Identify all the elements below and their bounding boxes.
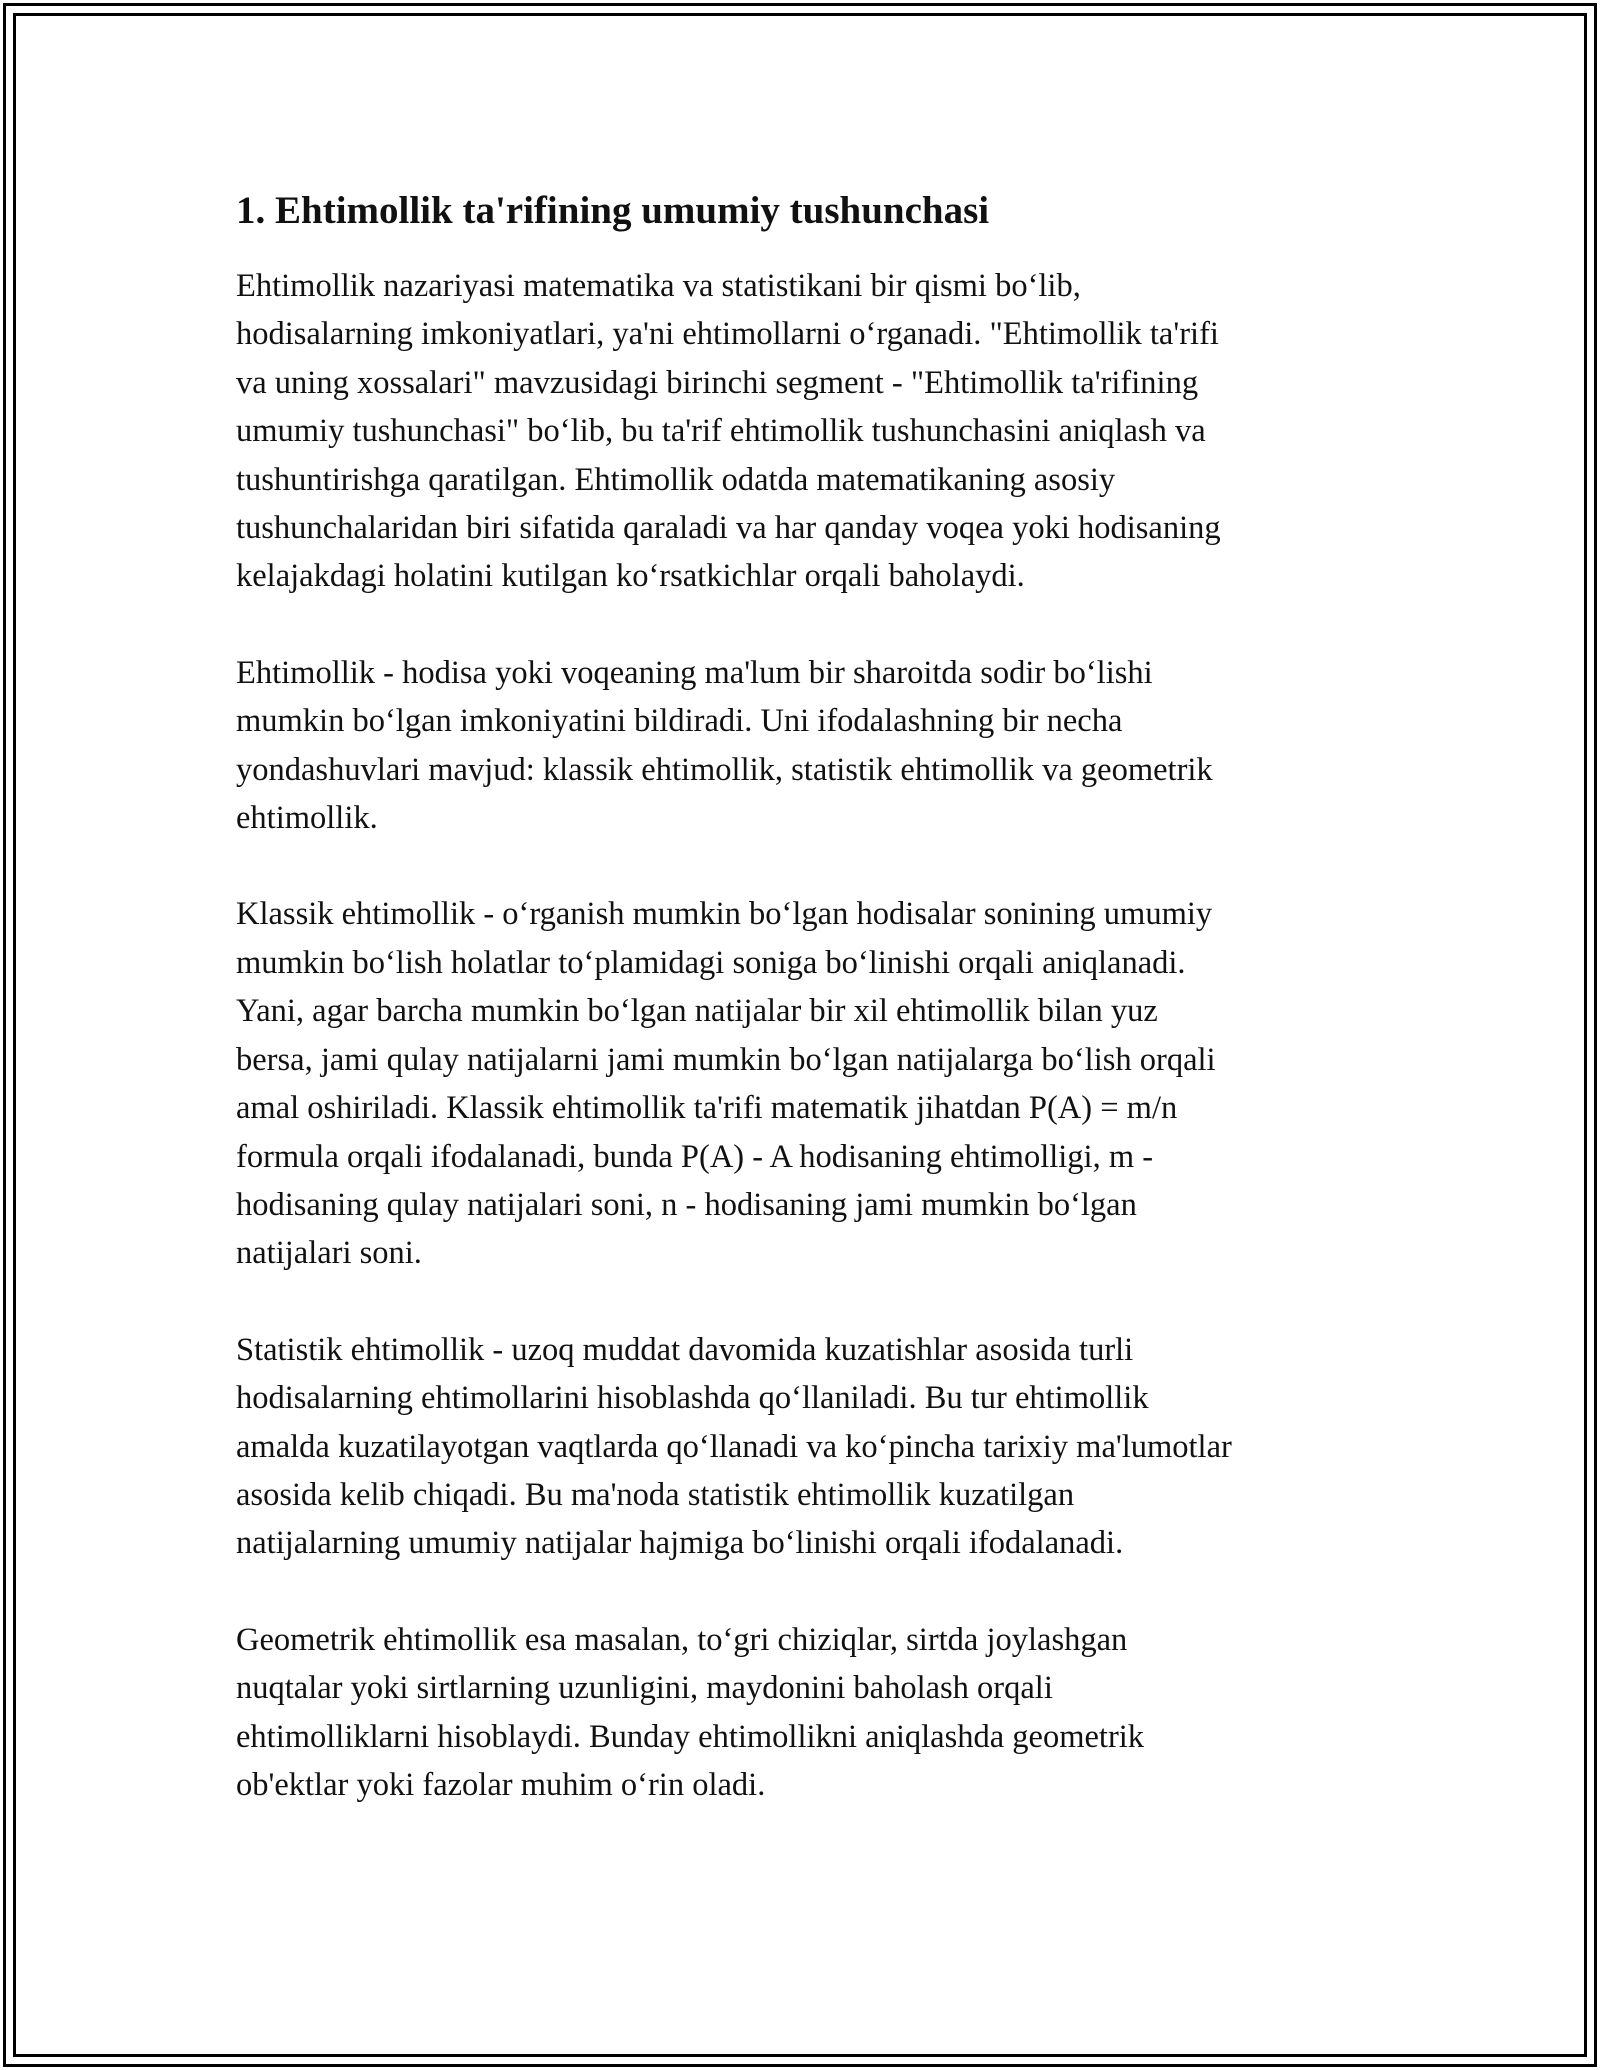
paragraph-classical: Klassik ehtimollik - o‘rganish mumkin bo‘lgan hodisalar sonining umumiy mumkin bo‘lish holatlar to‘plamidagi soniga bo‘linishi orqali aniqlanadi. Yani, agar barcha mumkin bo‘lgan natijalar bir xil ehtimollik bilan yuz bersa, jami qulay natijalarni jami mumkin bo‘lgan natijalarga bo‘lish orqali amal oshiriladi. Klassik ehtimollik ta'rifi matematik jihatdan P(A) = m/n formula orqali ifodalanadi, bunda P(A) - A hodisaning ehtimolligi, m - hodisaning qulay natijalari soni, n - hodisaning jami mumkin bo‘lgan natijalari soni. [236,896,1216,1272]
document-body [236,262,1366,1809]
paragraph-definition: Ehtimollik - hodisa yoki voqeaning ma'lum bir sharoitda sodir bo‘lishi mumkin bo‘lgan imkoniyatini bildiradi. Uni ifodalashning bir necha yondashuvlari mavjud: klassik ehtimollik, statistik ehtimollik va geometrik ehtimollik. [236,654,1213,837]
document-content [236,186,1366,1857]
paragraph-geometric: Geometrik ehtimollik esa masalan, to‘gri chiziqlar, sirtda joylashgan nuqtalar yoki sirtlarning uzunligini, maydonini baholash orqali ehtimolliklarni hisoblaydi. Bunday ehtimollikni aniqlashda geometrik ob'ektlar yoki fazolar muhim o‘rin oladi. [236,1621,1145,1803]
paragraph-intro: Ehtimollik nazariyasi matematika va statistikani bir qismi bo‘lib, hodisalarning imkoniyatlari, ya'ni ehtimollarni o‘rganadi. "Ehtimollik ta'rifi va uning xossalari" mavzusidagi birinchi segment - "Ehtimollik ta'rifining umumiy tushunchasi" bo‘lib, bu ta'rif ehtimollik tushunchasini aniqlash va tushuntirishga qaratilgan. Ehtimollik odatda matematikaning asosiy tushunchalaridan biri sifatida qaraladi va har qanday voqea yoki hodisaning kelajakdagi holatini kutilgan ko‘rsatkichlar orqali baholaydi. [236,268,1221,595]
paragraph-statistical: Statistik ehtimollik - uzoq muddat davomida kuzatishlar asosida turli hodisalarning ehtimollarini hisoblashda qo‘llaniladi. Bu tur ehtimollik amalda kuzatilayotgan vaqtlarda qo‘llanadi va ko‘pincha tarixiy ma'lumotlar asosida kelib chiqadi. Bu ma'noda statistik ehtimollik kuzatilgan natijalarning umumiy natijalar hajmiga bo‘linishi orqali ifodalanadi. [236,1331,1232,1562]
section-heading: 1. Ehtimollik ta'rifining umumiy tushunchasi [236,189,990,232]
